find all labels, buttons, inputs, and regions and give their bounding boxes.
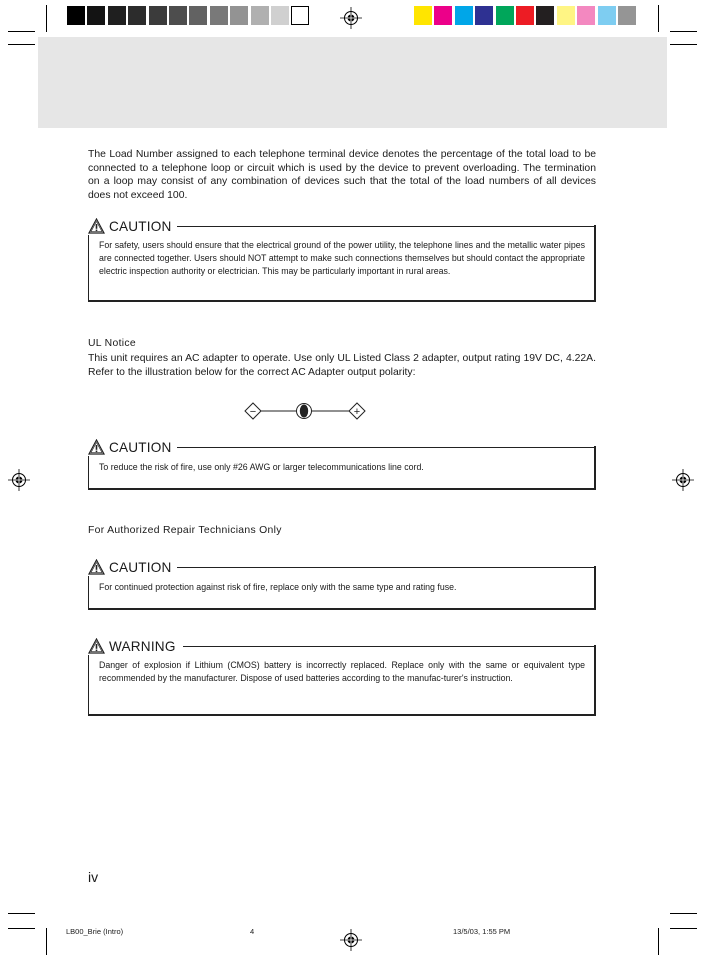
gray-swatch (169, 6, 187, 25)
ul-notice-paragraph: This unit requires an AC adapter to operate. Use only UL Listed Class 2 adapter, output rating 19V DC, 4.22A. Refer to the illustration below for the correct AC Adapter output polarity: (88, 353, 596, 378)
warning-text: Danger of explosion if Lithium (CMOS) battery is incorrectly replaced. Replace only with the same or equivalent type recommended by the manufacturer. Dispose of used batteries according to the manufac-turer's instruction. (99, 660, 585, 683)
gray-swatch (67, 6, 85, 25)
crop-mark (46, 5, 47, 32)
registration-mark-icon (672, 469, 694, 491)
load-number-paragraph: The Load Number assigned to each telephone terminal device denotes the percentage of the total load to be connected to a telephone loop or circuit which is used by the device to prevent overloading. The termination on a loop may consist of any combination of devices such that the total of the load numbers of all devices does not exceed 100. (88, 149, 596, 201)
gray-swatch (271, 6, 289, 25)
color-swatch (516, 6, 534, 25)
warning-triangle-icon (88, 638, 105, 654)
color-swatch (434, 6, 452, 25)
crop-mark (658, 5, 659, 32)
warning-triangle-icon (88, 218, 105, 234)
crop-mark (8, 44, 35, 45)
crop-mark (46, 928, 47, 955)
warning-heading (88, 637, 176, 655)
caution-heading (88, 558, 172, 576)
color-swatch (536, 6, 554, 25)
gray-swatch (291, 6, 309, 25)
gray-swatch (189, 6, 207, 25)
crop-mark (670, 31, 697, 32)
caution-label: CAUTION (109, 439, 172, 455)
positive-symbol: + (353, 406, 361, 418)
footer-timestamp: 13/5/03, 1:55 PM (453, 927, 511, 936)
gray-swatch (149, 6, 167, 25)
registration-mark-icon (340, 7, 362, 29)
gray-swatch (230, 6, 248, 25)
warning-box-top-rule (183, 646, 596, 647)
crop-mark (8, 913, 35, 914)
gray-swatch (251, 6, 269, 25)
header-band (38, 37, 667, 128)
crop-mark (8, 928, 35, 929)
caution-heading (88, 438, 172, 456)
color-swatch (557, 6, 575, 25)
caution-box-top-rule (177, 447, 596, 448)
caution-label: CAUTION (109, 559, 172, 575)
crop-mark (8, 31, 35, 32)
caution-box-top-rule (177, 567, 596, 568)
crop-mark (670, 928, 697, 929)
center-connector-inner-icon (300, 405, 308, 418)
registration-mark-icon (8, 469, 30, 491)
caution-text: For continued protection against risk of fire, replace only with the same type and rating fuse. (99, 582, 457, 592)
caution-label: CAUTION (109, 218, 172, 234)
caution-text: To reduce the risk of fire, use only #26 AWG or larger telecommunications line cord. (99, 462, 424, 472)
color-swatch (577, 6, 595, 25)
color-swatch (414, 6, 432, 25)
warning-triangle-icon (88, 439, 105, 455)
caution-box-top-rule (177, 226, 596, 227)
color-swatch (475, 6, 493, 25)
gray-swatch (128, 6, 146, 25)
crop-mark (670, 44, 697, 45)
repair-heading: For Authorized Repair Technicians Only (88, 525, 282, 536)
page-number: iv (88, 869, 99, 885)
caution-heading (88, 217, 172, 235)
gray-swatch (210, 6, 228, 25)
gray-swatch (87, 6, 105, 25)
caution-text: For safety, users should ensure that the electrical ground of the power utility, the telephone lines and the metallic water pipes are connected together. Users should NOT attempt to make such connections themselves but should contact the appropriate electric inspection authority or electrician. This may be particularly important in rural areas. (99, 240, 585, 276)
gray-swatch (108, 6, 126, 25)
ul-notice-heading: UL Notice (88, 338, 136, 349)
crop-mark (670, 913, 697, 914)
footer-page: 4 (250, 927, 255, 936)
color-swatch (496, 6, 514, 25)
color-swatch (455, 6, 473, 25)
negative-symbol: − (249, 406, 257, 418)
warning-label: WARNING (109, 638, 176, 654)
warning-triangle-icon (88, 559, 105, 575)
color-swatch (598, 6, 616, 25)
footer-file-name: LB00_Brie (Intro) (66, 927, 124, 936)
color-swatch (618, 6, 636, 25)
polarity-diagram (242, 400, 368, 422)
crop-mark (658, 928, 659, 955)
registration-mark-icon (340, 929, 362, 951)
